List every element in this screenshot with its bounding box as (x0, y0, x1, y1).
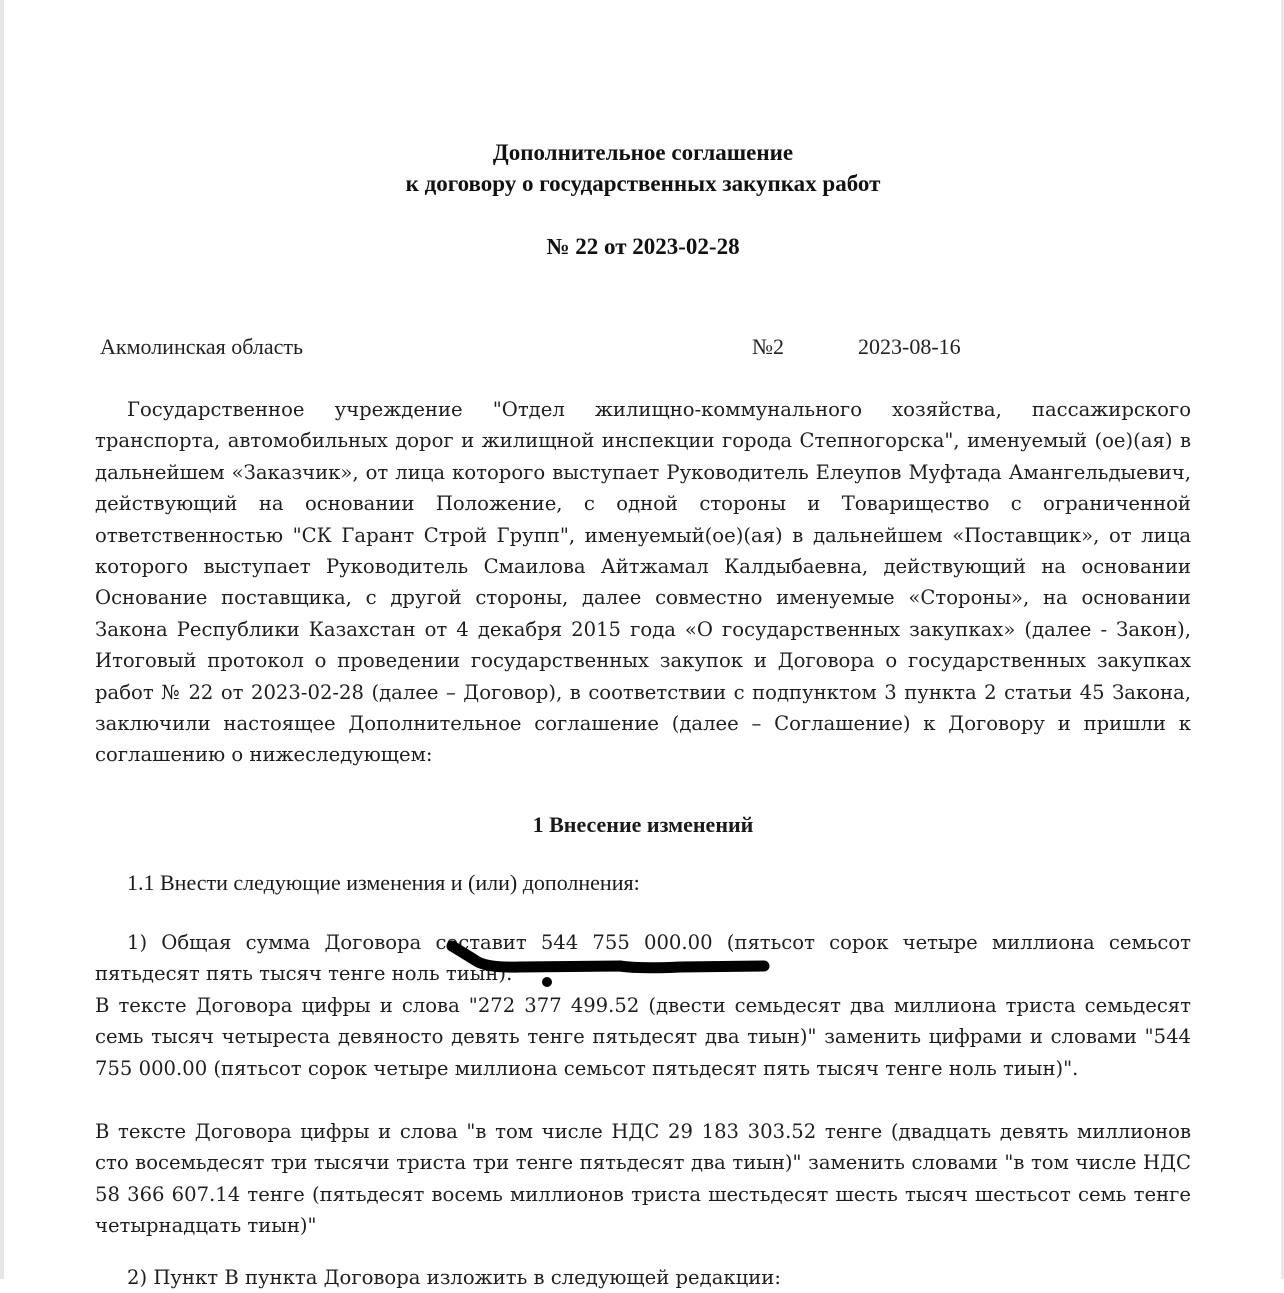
place: Акмолинская область (100, 334, 304, 359)
clause-1-1: 1.1 Внести следующие изменения и (или) дополнения: (127, 870, 640, 895)
document-title-line1: Дополнительное соглашение (492, 140, 794, 165)
section-title: 1 Внесение изменений (532, 812, 754, 837)
agreement-date: 2023-08-16 (858, 334, 961, 359)
page-edge-left (0, 0, 4, 1279)
item-1-total-sum: 1) Общая сумма Договора составит 544 755 000.00 (пятьсот сорок четыре миллиона семьсот пятьдесят пять тысяч тенге ноль тиын). (95, 931, 1191, 986)
change-amount-paragraph: В тексте Договора цифры и слова "272 377 499.52 (двести семьдесят два миллиона триста семьдесят семь тысяч четыреста девяносто девять тенге пятьдесят два тиын)" заменить цифрами и словами "544 755 000.00 (пятьсот сорок четыре миллиона семьсот пятьдесят пять тысяч тенге ноль тиын)". (95, 994, 1191, 1080)
agreement-number: №2 (752, 334, 784, 359)
item-2-partial: 2) Пункт В пункта Договора изложить в следующей редакции: (127, 1266, 781, 1289)
intro-paragraph: Государственное учреждение "Отдел жилищно-коммунального хозяйства, пассажирского транспорта, автомобильных дорог и жилищной инспекции города Степногорска", именуемый (ое)(ая) в дальнейшем «Заказчик», от лица которого выступает Руководитель Елеупов Муфтада Амангельдыевич, действующий на основании Положение, с одной стороны и Товарищество с ограниченной ответственностью "СК Гарант Строй Групп", именуемый(ое)(ая) в дальнейшем «Поставщик», от лица которого выступает Руководитель Смаилова Айтжамал Калдыбаевна, действующий на основании Основание поставщика, с другой стороны, далее совместно именуемые «Стороны», на основании Закона Республики Казахстан от 4 декабря 2015 года «О государственных закупках» (далее - Закон), Итоговый протокол о проведении государственных закупок и Договора о государственных закупках работ № 22 от 2023-02-28 (далее – Договор), в соответствии с подпунктом 3 пункта 2 статьи 45 Закона, заключили настоящее Дополнительное соглашение (далее – Соглашение) к Договору и пришли к соглашению о нижеследующем: (95, 398, 1191, 767)
change-vat-paragraph: В тексте Договора цифры и слова "в том числе НДС 29 183 303.52 тенге (двадцать девять миллионов сто восемьдесят три тысячи триста три тенге пятьдесят два тиын)" заменить словами "в том числе НДС 58 366 607.14 тенге (пятьдесят восемь миллионов триста шестьдесят шесть тысяч шестьсот семь тенге четырнадцать тиын)" (95, 1120, 1191, 1238)
contract-reference: № 22 от 2023-02-28 (546, 234, 740, 259)
document-title-line2: к договору о государственных закупках работ (405, 171, 881, 196)
